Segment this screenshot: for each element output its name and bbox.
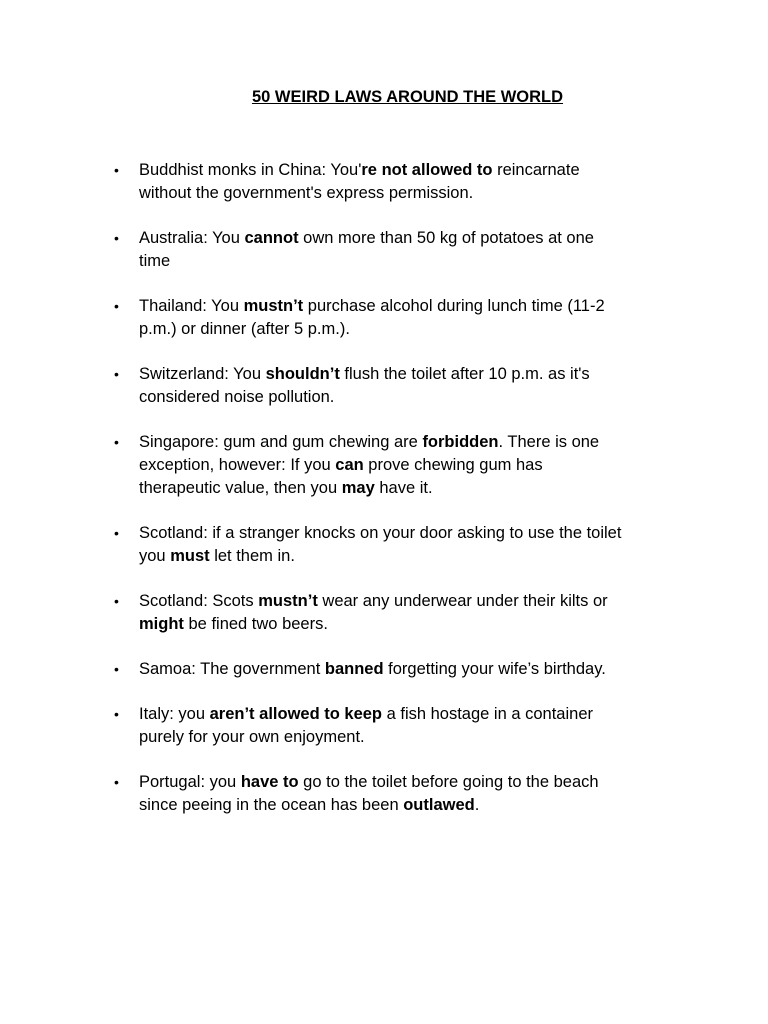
bullet-icon: •	[114, 661, 119, 677]
law-item	[0, 363, 768, 409]
law-text: flush the toilet after 10 p.m. as it's	[339, 365, 590, 383]
law-text: Scotland: Scots	[139, 592, 259, 610]
law-text-line	[139, 590, 672, 613]
law-text-line	[139, 658, 672, 681]
law-text-line	[139, 545, 672, 568]
law-text-line	[139, 613, 672, 636]
emphasized-modal-verb: forbidden	[422, 433, 499, 451]
law-text: since peeing in the ocean has been	[139, 796, 404, 814]
law-text: have it.	[374, 479, 433, 497]
law-text: exception, however: If you	[139, 456, 336, 474]
law-text-line	[139, 295, 672, 318]
law-text-line	[139, 386, 672, 409]
law-text-line	[139, 363, 672, 386]
law-text: prove chewing gum has	[363, 456, 543, 474]
emphasized-modal-verb: cannot	[244, 229, 299, 247]
law-text: let them in.	[209, 547, 295, 565]
bullet-icon: •	[114, 230, 119, 246]
law-text-line	[139, 454, 672, 477]
law-text: Switzerland: You	[139, 365, 266, 383]
law-item	[0, 658, 768, 681]
bullet-icon: •	[114, 366, 119, 382]
law-text-line	[139, 227, 672, 250]
law-text: considered noise pollution.	[139, 388, 335, 406]
emphasized-modal-verb: have to	[240, 773, 299, 791]
law-text: forgetting your wife’s birthday.	[383, 660, 606, 678]
law-text-line	[139, 318, 672, 341]
law-text: Singapore: gum and gum chewing are	[139, 433, 423, 451]
law-text: own more than 50 kg of potatoes at one	[298, 229, 594, 247]
emphasized-modal-verb: outlawed	[403, 796, 475, 814]
law-text: wear any underwear under their kilts or	[317, 592, 608, 610]
bullet-icon: •	[114, 706, 119, 722]
law-text: therapeutic value, then you	[139, 479, 342, 497]
emphasized-modal-verb: must	[170, 547, 210, 565]
law-item	[0, 771, 768, 817]
bullet-icon: •	[114, 593, 119, 609]
law-item	[0, 703, 768, 749]
bullet-icon: •	[114, 434, 119, 450]
law-text: go to the toilet before going to the beach	[298, 773, 599, 791]
law-text: Australia: You	[139, 229, 245, 247]
emphasized-modal-verb: banned	[324, 660, 384, 678]
law-text-line	[139, 726, 672, 749]
emphasized-modal-verb: may	[341, 479, 375, 497]
law-text-line	[139, 159, 672, 182]
law-text: purely for your own enjoyment.	[139, 728, 365, 746]
bullet-icon: •	[114, 774, 119, 790]
law-text: Thailand: You	[139, 297, 244, 315]
emphasized-modal-verb: can	[335, 456, 364, 474]
law-text: Scotland: if a stranger knocks on your door asking to use the toilet	[139, 524, 622, 542]
bullet-icon: •	[114, 298, 119, 314]
law-text: be fined two beers.	[183, 615, 328, 633]
law-text-line	[139, 703, 672, 726]
bullet-icon: •	[114, 525, 119, 541]
law-text: p.m.) or dinner (after 5 p.m.).	[139, 320, 350, 338]
document-title: 50 WEIRD LAWS AROUND THE WORLD	[251, 88, 564, 106]
law-text: reincarnate	[492, 161, 580, 179]
law-text: Portugal: you	[139, 773, 241, 791]
law-item	[0, 159, 768, 205]
emphasized-modal-verb: mustn’t	[243, 297, 304, 315]
law-text: without the government's express permission.	[139, 184, 474, 202]
law-text: .	[474, 796, 480, 814]
law-text: Italy: you	[139, 705, 210, 723]
law-text-line	[139, 431, 672, 454]
emphasized-modal-verb: shouldn’t	[265, 365, 340, 383]
law-text: . There is one	[498, 433, 600, 451]
law-text-line	[139, 477, 672, 500]
emphasized-modal-verb: re not allowed to	[361, 161, 493, 179]
law-item	[0, 227, 768, 273]
emphasized-modal-verb: mustn’t	[258, 592, 318, 610]
law-item	[0, 431, 768, 500]
emphasized-modal-verb: aren’t allowed to keep	[209, 705, 383, 723]
law-item	[0, 522, 768, 568]
law-text: time	[139, 252, 171, 270]
law-item	[0, 590, 768, 636]
law-text: you	[139, 547, 171, 565]
law-text: Samoa: The government	[139, 660, 325, 678]
law-text: a fish hostage in a container	[382, 705, 593, 723]
law-text-line	[139, 250, 672, 273]
law-text-line	[139, 182, 672, 205]
law-text-line	[139, 794, 672, 817]
law-text: Buddhist monks in China: You'	[139, 161, 362, 179]
law-list	[0, 159, 768, 839]
law-item	[0, 295, 768, 341]
law-text-line	[139, 771, 672, 794]
emphasized-modal-verb: might	[139, 615, 184, 633]
bullet-icon: •	[114, 162, 119, 178]
law-text: purchase alcohol during lunch time (11-2	[303, 297, 605, 315]
law-text-line	[139, 522, 672, 545]
